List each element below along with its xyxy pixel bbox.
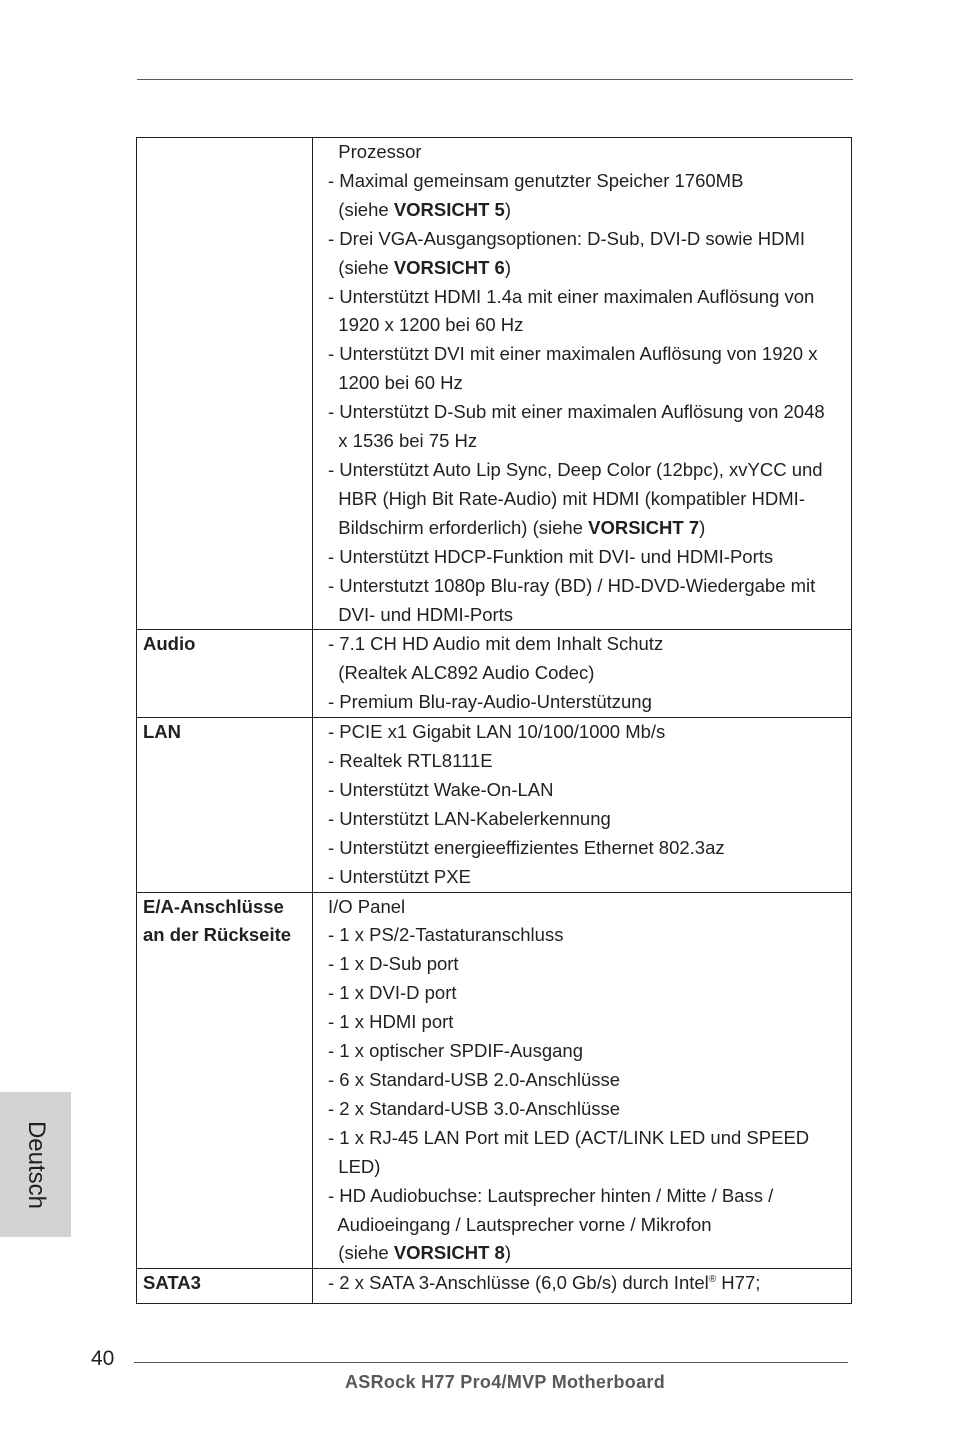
- spec-row: [137, 892, 852, 1269]
- spec-line: - 1 x RJ-45 LAN Port mit LED (ACT/LINK LED und SPEED: [328, 1126, 810, 1148]
- spec-line: Bildschirm erforderlich) (siehe VORSICHT 7): [328, 516, 706, 538]
- spec-line: - Unterstützt HDCP-Funktion mit DVI- und HDMI-Ports: [328, 545, 774, 567]
- spec-line: (siehe VORSICHT 5): [328, 198, 512, 220]
- spec-line: Audioeingang / Lautsprecher vorne / Mikrofon: [328, 1213, 712, 1235]
- spec-line: LED): [328, 1155, 381, 1177]
- spec-line: (siehe VORSICHT 6): [328, 256, 512, 278]
- spec-value: [313, 1269, 852, 1304]
- spec-line: - 2 x SATA 3-Anschlüsse (6,0 Gb/s) durch Intel® H77;: [328, 1272, 761, 1294]
- spec-line: - 1 x PS/2-Tastaturanschluss: [328, 924, 564, 946]
- spec-line: - 1 x optischer SPDIF-Ausgang: [328, 1040, 583, 1062]
- spec-row: [137, 630, 852, 718]
- spec-line: - Unterstützt LAN-Kabelerkennung: [328, 807, 611, 829]
- spec-value: [313, 718, 852, 892]
- language-tab-label: Deutsch: [22, 1120, 50, 1209]
- spec-line: DVI- und HDMI-Ports: [328, 603, 514, 625]
- spec-value: [313, 138, 852, 630]
- spec-row: [137, 1269, 852, 1304]
- spec-line: - 7.1 CH HD Audio mit dem Inhalt Schutz: [328, 633, 664, 655]
- spec-label-line: an der Rückseite: [143, 924, 292, 946]
- spec-label-line: E/A-Anschlüsse: [143, 895, 284, 917]
- top-rule: [137, 79, 853, 80]
- spec-line: - Maximal gemeinsam genutzter Speicher 1760MB: [328, 169, 744, 191]
- spec-line: (siehe VORSICHT 8): [328, 1242, 512, 1264]
- footer-title: ASRock H77 Pro4/MVP Motherboard: [344, 1372, 666, 1392]
- spec-label-line: LAN: [143, 721, 182, 743]
- spec-label: [137, 892, 313, 1269]
- spec-line: - 2 x Standard-USB 3.0-Anschlüsse: [328, 1097, 621, 1119]
- spec-line: - Premium Blu-ray-Audio-Unterstützung: [328, 691, 652, 713]
- spec-label-line: SATA3: [143, 1272, 201, 1294]
- spec-line: - Realtek RTL8111E: [328, 750, 493, 772]
- spec-line: - Unterstützt DVI mit einer maximalen Auflösung von 1920 x: [328, 343, 818, 365]
- spec-line: - HD Audiobuchse: Lautsprecher hinten / Mitte / Bass /: [328, 1184, 774, 1206]
- spec-row: [137, 138, 852, 630]
- spec-line: 1920 x 1200 bei 60 Hz: [328, 314, 524, 336]
- spec-line: (Realtek ALC892 Audio Codec): [328, 662, 595, 684]
- spec-label: [137, 1269, 313, 1304]
- spec-table: [136, 137, 852, 1304]
- spec-line: I/O Panel: [328, 895, 406, 917]
- language-tab: [0, 1092, 71, 1237]
- spec-line: - 1 x HDMI port: [328, 1011, 454, 1033]
- spec-line: - Unterstützt PXE: [328, 865, 471, 887]
- spec-label-line: Audio: [143, 633, 196, 655]
- spec-line: - Unterstutzt 1080p Blu-ray (BD) / HD-DVD-Wiedergabe mit: [328, 574, 816, 596]
- spec-line: - 6 x Standard-USB 2.0-Anschlüsse: [328, 1069, 621, 1090]
- spec-line: - Unterstützt D-Sub mit einer maximalen Auflösung von 2048: [328, 401, 825, 423]
- page-number: 40: [91, 1347, 115, 1370]
- spec-value: [313, 892, 852, 1269]
- spec-value: [313, 630, 852, 718]
- spec-line: - Unterstützt energieeffizientes Ethernet 802.3az: [328, 836, 725, 858]
- spec-label: [137, 718, 313, 892]
- spec-line: x 1536 bei 75 Hz: [328, 430, 478, 452]
- spec-row: [137, 718, 852, 892]
- spec-line: - Unterstützt Auto Lip Sync, Deep Color (12bpc), xvYCC und: [328, 458, 823, 480]
- spec-line: - Drei VGA-Ausgangsoptionen: D-Sub, DVI-D sowie HDMI: [328, 227, 806, 249]
- spec-line: - 1 x D-Sub port: [328, 953, 459, 975]
- spec-line: - Unterstützt HDMI 1.4a mit einer maximalen Auflösung von: [328, 285, 815, 307]
- spec-label: [137, 138, 313, 630]
- spec-line: HBR (High Bit Rate-Audio) mit HDMI (kompatibler HDMI-: [328, 487, 805, 509]
- spec-line: - 1 x DVI-D port: [328, 982, 457, 1004]
- bottom-rule: [134, 1362, 848, 1363]
- spec-line: - PCIE x1 Gigabit LAN 10/100/1000 Mb/s: [328, 721, 666, 743]
- spec-label: [137, 630, 313, 718]
- spec-line: - Unterstützt Wake-On-LAN: [328, 778, 554, 800]
- spec-line: Prozessor: [328, 141, 422, 162]
- spec-table-body: [137, 138, 852, 1304]
- spec-line: 1200 bei 60 Hz: [328, 372, 463, 394]
